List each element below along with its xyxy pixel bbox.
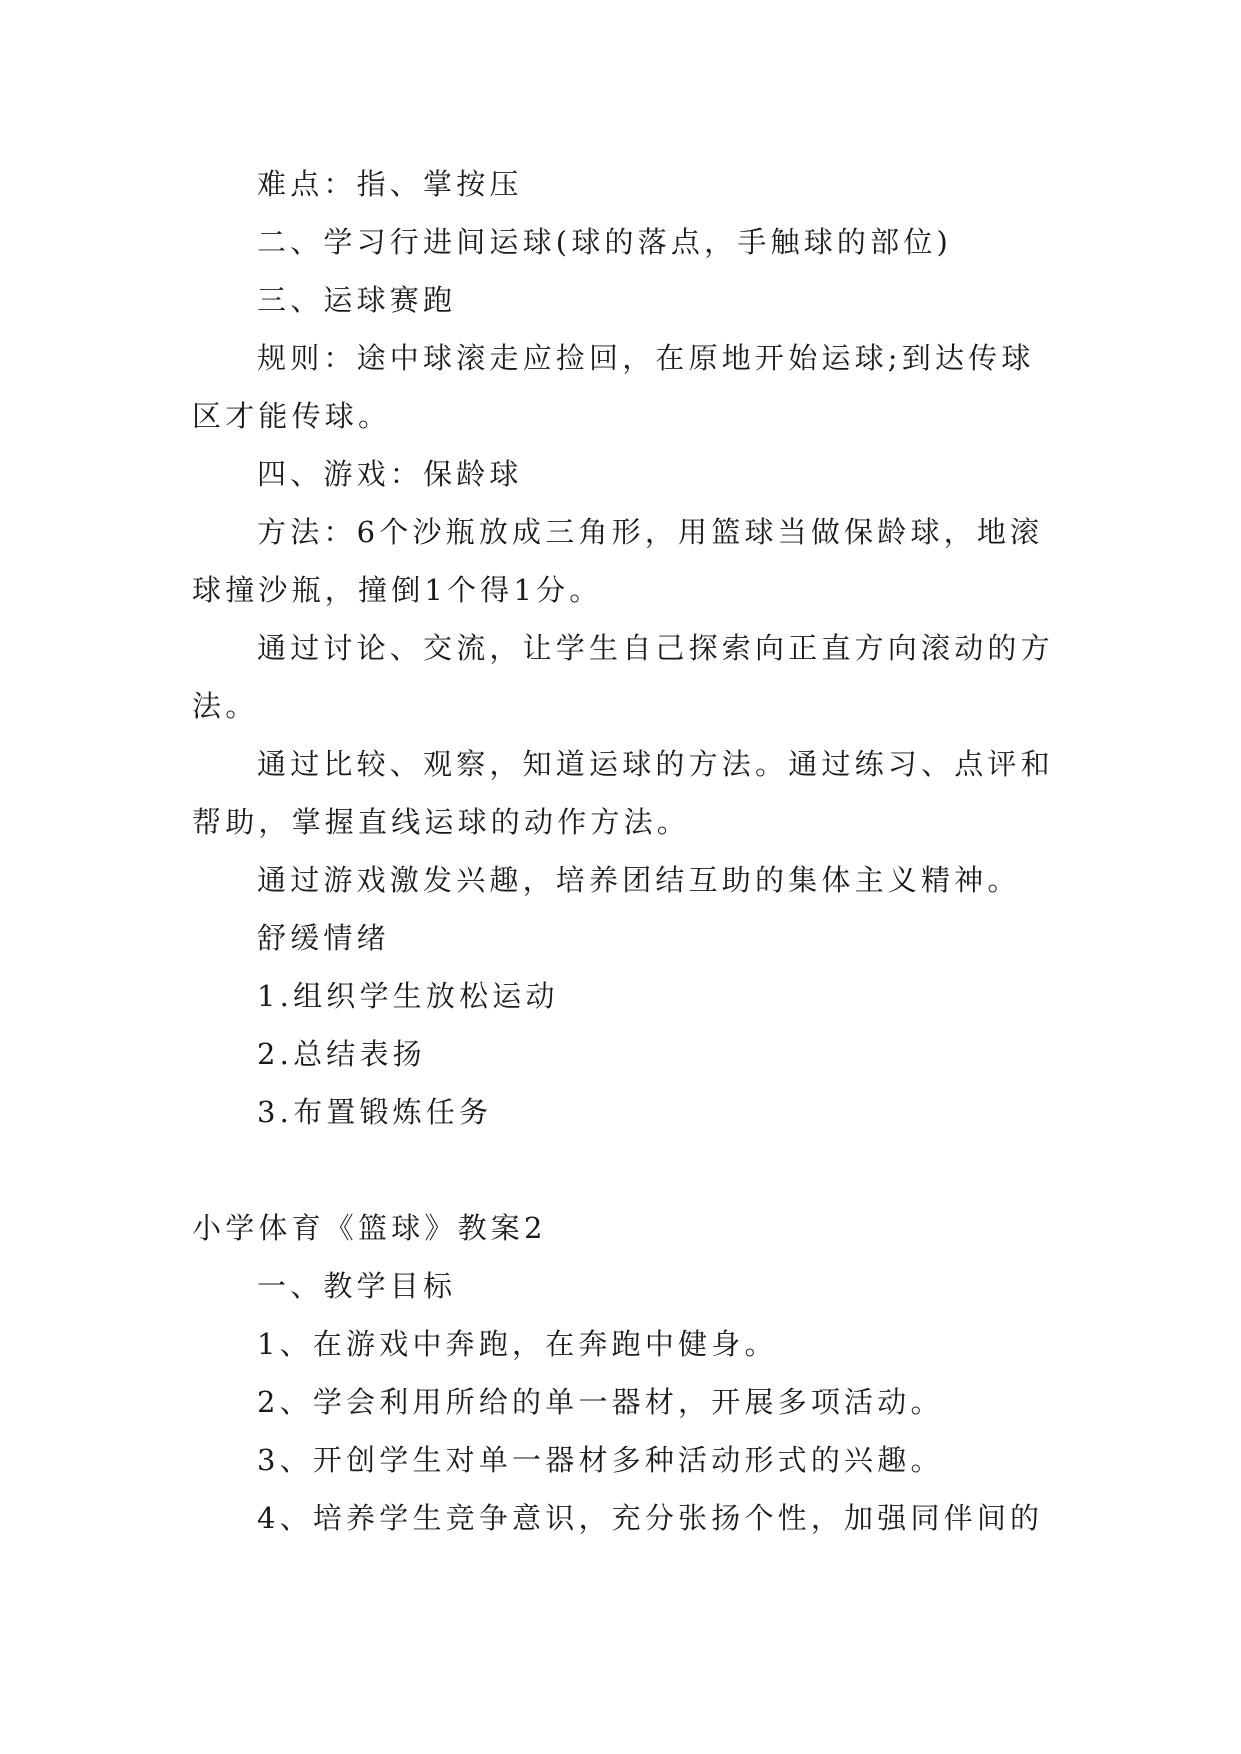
text-line: 3、开创学生对单一器材多种活动形式的兴趣。 bbox=[257, 1443, 944, 1477]
text-line: 通过游戏激发兴趣，培养团结互助的集体主义精神。 bbox=[257, 863, 1021, 897]
text-line: 四、游戏：保龄球 bbox=[257, 457, 523, 491]
text-line: 2、学会利用所给的单一器材，开展多项活动。 bbox=[257, 1385, 944, 1419]
text-line: 4、培养学生竞争意识，充分张扬个性，加强同伴间的 bbox=[257, 1501, 1044, 1535]
text-line: 规则：途中球滚走应捡回，在原地开始运球;到达传球 bbox=[257, 341, 1035, 375]
section-title: 小学体育《篮球》教案2 bbox=[192, 1211, 547, 1245]
text-line: 区才能传球。 bbox=[192, 399, 392, 433]
text-line: 1.组织学生放松运动 bbox=[257, 979, 559, 1013]
text-line: 通过比较、观察，知道运球的方法。通过练习、点评和 bbox=[257, 747, 1054, 781]
text-line: 舒缓情绪 bbox=[257, 921, 390, 955]
text-line: 1、在游戏中奔跑，在奔跑中健身。 bbox=[257, 1327, 778, 1361]
text-line: 球撞沙瓶，撞倒1个得1分。 bbox=[192, 573, 603, 607]
text-line: 二、学习行进间运球(球的落点，手触球的部位) bbox=[257, 225, 953, 259]
text-line: 一、教学目标 bbox=[257, 1269, 457, 1303]
text-line: 方法：6个沙瓶放成三角形，用篮球当做保龄球，地滚 bbox=[257, 515, 1044, 549]
text-line: 三、运球赛跑 bbox=[257, 283, 457, 317]
text-line: 帮助，掌握直线运球的动作方法。 bbox=[192, 805, 691, 839]
text-line: 3.布置锻炼任务 bbox=[257, 1095, 493, 1129]
text-line: 2.总结表扬 bbox=[257, 1037, 426, 1071]
text-line: 法。 bbox=[192, 689, 259, 723]
text-line: 通过讨论、交流，让学生自己探索向正直方向滚动的方 bbox=[257, 631, 1054, 665]
text-line: 难点：指、掌按压 bbox=[257, 167, 523, 201]
